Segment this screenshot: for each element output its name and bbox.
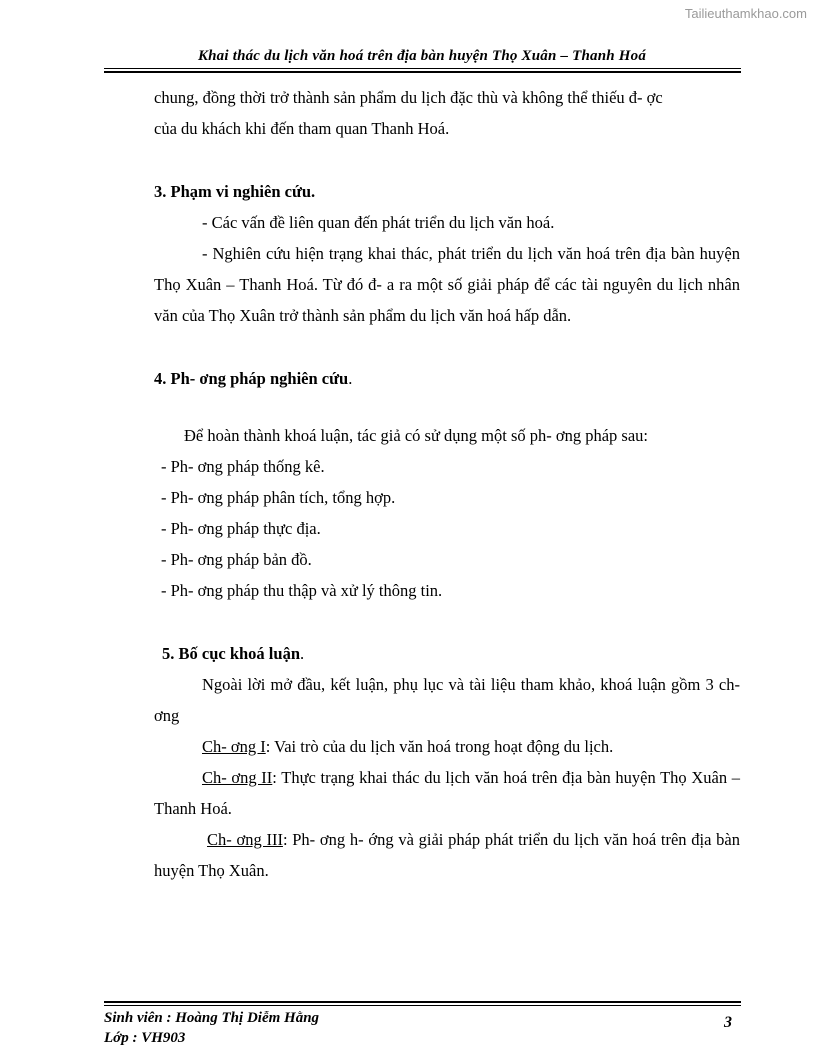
chapter-title: : Thực trạng khai thác du lịch văn hoá trên địa bàn huyện Thọ Xuân – Thanh Hoá. <box>154 768 740 818</box>
section-5-heading <box>154 638 740 669</box>
chapter-title: : Ph- ơng h- ớng và giải pháp phát triển du lịch văn hoá trên địa bàn huyện Thọ Xuân. <box>154 830 740 880</box>
section-5-heading-period: . <box>300 644 305 663</box>
methods-lead: Để hoàn thành khoá luận, tác giả có sử dụng một số ph- ơng pháp sau: <box>184 426 648 445</box>
section-3-heading: 3. Phạm vi nghiên cứu. <box>154 182 316 201</box>
method-item: - Ph- ơng pháp phân tích, tổng hợp. <box>161 488 396 507</box>
chapter-label: Ch- ơng III <box>207 830 283 849</box>
intro-line: của du khách khi đến tham quan Thanh Hoá. <box>154 119 450 138</box>
method-item: - Ph- ơng pháp thu thập và xử lý thông tin. <box>161 581 443 600</box>
section-4-heading <box>154 363 740 394</box>
chapter-title: : Vai trò của du lịch văn hoá trong hoạt động du lịch. <box>265 737 614 756</box>
running-header: Khai thác du lịch văn hoá trên địa bàn huyện Thọ Xuân – Thanh Hoá <box>197 48 647 64</box>
section-4-heading-period: . <box>348 369 353 388</box>
student-name: Sinh viên : Hoàng Thị Diễm Hằng <box>104 1010 320 1026</box>
chapter-entry <box>154 762 740 824</box>
chapter-entry <box>154 824 740 886</box>
header-rule <box>104 68 741 69</box>
method-item: - Ph- ơng pháp thống kê. <box>161 457 325 476</box>
student-class: Lớp : VH903 <box>104 1030 186 1046</box>
scope-item: - Các vấn đề liên quan đến phát triển du lịch văn hoá. <box>202 213 555 232</box>
structure-intro: Ngoài lời mở đầu, kết luận, phụ lục và tài liệu tham khảo, khoá luận gồm 3 ch- ơng <box>154 675 740 725</box>
footer-rule <box>104 1005 741 1006</box>
method-item: - Ph- ơng pháp thực địa. <box>161 519 321 538</box>
method-item: - Ph- ơng pháp bản đồ. <box>161 550 312 569</box>
footer-author <box>104 1008 319 1048</box>
chapter-entry <box>154 731 740 762</box>
footer-rule-thick <box>104 1001 741 1003</box>
header-rule-thick <box>104 71 741 73</box>
intro-line: chung, đồng thời trở thành sản phẩm du lịch đặc thù và không thể thiếu đ- ợc <box>154 88 663 107</box>
chapter-label: Ch- ơng I <box>202 737 266 756</box>
page-body <box>154 82 740 886</box>
section-5-heading-text: 5. Bố cục khoá luận <box>162 644 300 663</box>
chapter-label: Ch- ơng II <box>202 768 273 787</box>
scope-item: - Nghiên cứu hiện trạng khai thác, phát triển du lịch văn hoá trên địa bàn huyện Thọ Xuân – Thanh Hoá. Từ đó đ- a ra một số giải pháp để các tài nguyên du lịch nhân văn của Thọ Xuân trở thành sản phẩm du lịch văn hoá hấp dẫn. <box>154 244 740 325</box>
watermark: Tailieuthamkhao.com <box>684 6 807 21</box>
section-4-heading-text: 4. Ph- ơng pháp nghiên cứu <box>154 369 349 388</box>
page-number: 3 <box>724 1014 732 1031</box>
